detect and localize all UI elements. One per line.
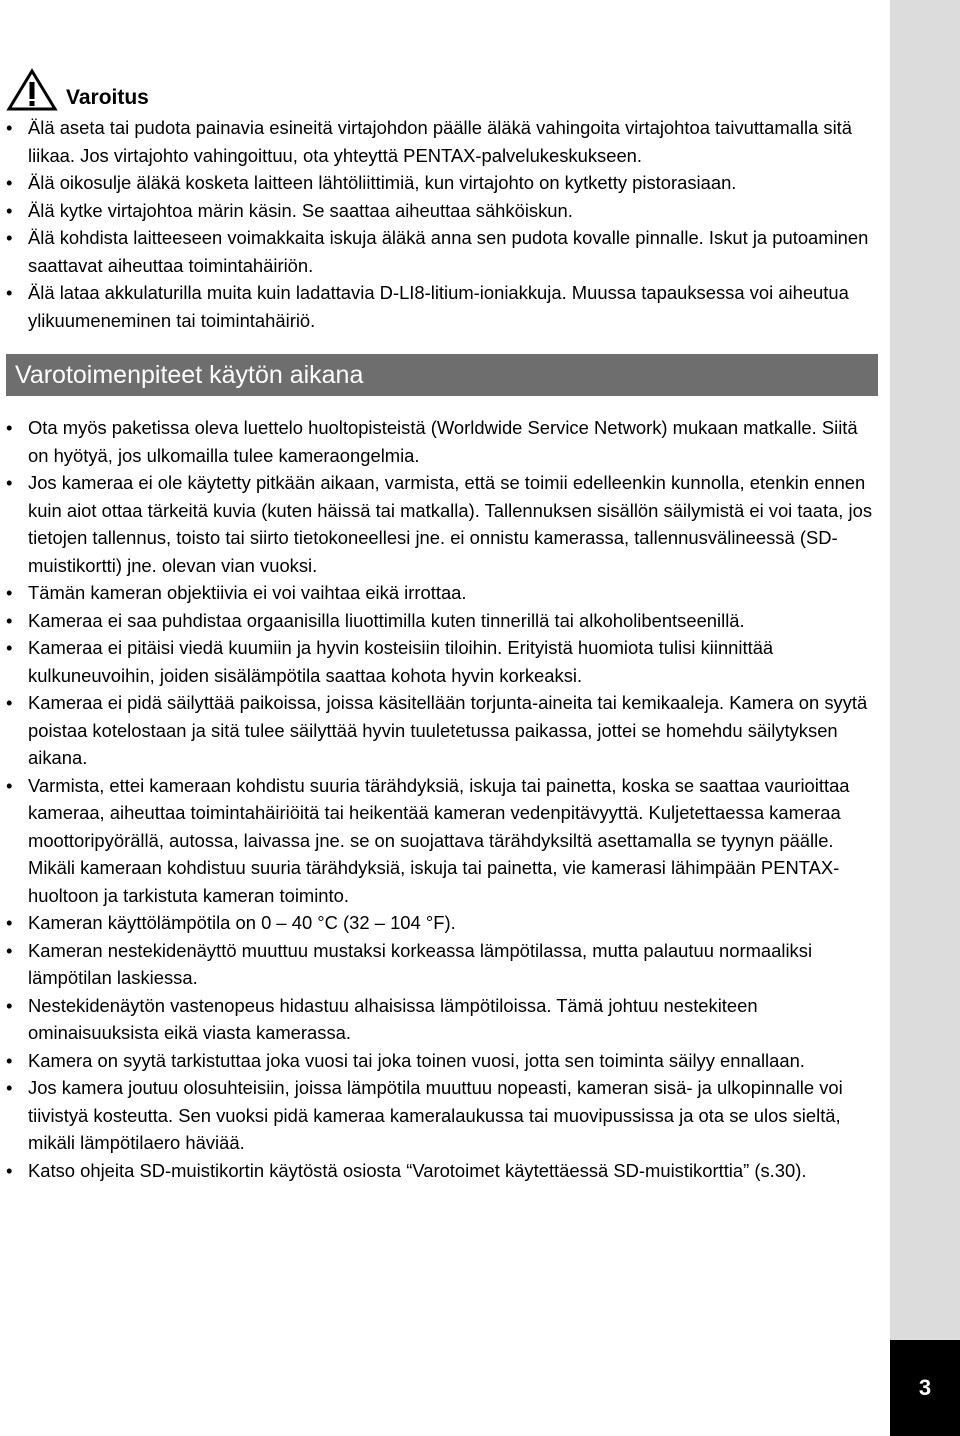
warning-header: [6, 70, 878, 112]
warning-title: Varoitus: [66, 86, 149, 109]
page-number: 3: [890, 1340, 960, 1436]
precaution-item: • Kameraa ei pitäisi viedä kuumiin ja hyvin kosteisiin tiloihin. Erityistä huomiota tulisi kiinnittää kulkuneuvoihin, joiden sisälämpötila saattaa kohota hyvin korkeaksi.: [6, 634, 878, 689]
warning-item: • Älä oikosulje äläkä kosketa laitteen lähtöliittimiä, kun virtajohto on kytketty pistorasiaan.: [6, 169, 878, 197]
precaution-item: • Kameran nestekidenäyttö muuttuu mustaksi korkeassa lämpötilassa, mutta palautuu normaaliksi lämpötilan laskiessa.: [6, 937, 878, 992]
precaution-item: • Jos kamera joutuu olosuhteisiin, joissa lämpötila muuttuu nopeasti, kameran sisä- ja ulkopinnalle voi tiivistyä kosteutta. Sen vuoksi pidä kameraa kameralaukussa tai muovipussissa ja ota se ulos sieltä, mikäli lämpötilaero häviää.: [6, 1074, 878, 1157]
warning-item: • Älä lataa akkulaturilla muita kuin ladattavia D-LI8-litium-ioniakkuja. Muussa tapauksessa voi aiheutua ylikuumeneminen tai toimintahäiriö.: [6, 279, 878, 334]
section-header: [6, 354, 878, 396]
precaution-item: • Varmista, ettei kameraan kohdistu suuria tärähdyksiä, iskuja tai painetta, koska se saattaa vaurioittaa kameraa, aiheuttaa toimintahäiriöitä tai heikentää kameran vedenpitävyyttä. Kuljetettaessa kameraa moottoripyörällä, autossa, laivassa jne. se on suojattava tärähdyksiltä asettamalla se tyynyn päälle. Mikäli kameraan kohdistuu suuria tärähdyksiä, iskuja tai painetta, vie kamerasi lähimpään PENTAX-huoltoon ja tarkistuta kameran toiminto.: [6, 772, 878, 910]
warning-item: • Älä kohdista laitteeseen voimakkaita iskuja äläkä anna sen pudota kovalle pinnalle. Iskut ja putoaminen saattavat aiheuttaa toimintahäiriön.: [6, 224, 878, 279]
precaution-item: • Nestekidenäytön vastenopeus hidastuu alhaisissa lämpötiloissa. Tämä johtuu nestekiteen ominaisuuksista eikä viasta kamerassa.: [6, 992, 878, 1047]
precaution-item: • Ota myös paketissa oleva luettelo huoltopisteistä (Worldwide Service Network) mukaan matkalle. Siitä on hyötyä, jos ulkomailla tulee kameraongelmia.: [6, 414, 878, 469]
page-content: [6, 70, 878, 1184]
warning-item: • Älä aseta tai pudota painavia esineitä virtajohdon päälle äläkä vahingoita virtajohtoa taivuttamalla sitä liikaa. Jos virtajohto vahingoittuu, ota yhteyttä PENTAX-palvelukeskukseen.: [6, 114, 878, 169]
precaution-item: • Katso ohjeita SD-muistikortin käytöstä osiosta “Varotoimet käytettäessä SD-muistikorttia” (s.30).: [6, 1157, 878, 1185]
precautions-list: [6, 414, 878, 1184]
precaution-item: • Kameraa ei saa puhdistaa orgaanisilla liuottimilla kuten tinnerillä tai alkoholibentseenillä.: [6, 607, 878, 635]
section-title: Varotoimenpiteet käytön aikana: [15, 361, 364, 389]
warning-triangle-icon: [6, 68, 58, 112]
precaution-item: • Tämän kameran objektiivia ei voi vaihtaa eikä irrottaa.: [6, 579, 878, 607]
warning-item: • Älä kytke virtajohtoa märin käsin. Se saattaa aiheuttaa sähköiskun.: [6, 197, 878, 225]
precaution-item: • Kameran käyttölämpötila on 0 – 40 °C (32 – 104 °F).: [6, 909, 878, 937]
precaution-item: • Jos kameraa ei ole käytetty pitkään aikaan, varmista, että se toimii edelleenkin kunnolla, etenkin ennen kuin aiot ottaa tärkeitä kuvia (kuten häissä tai matkalla). Tallennuksen sisällön säilymistä ei voi taata, jos tietojen tallennus, toisto tai siirto tietokoneellesi jne. ei onnistu kamerassa, tallennusvälineessä (SD-muistikortti) jne. olevan vian vuoksi.: [6, 469, 878, 579]
warning-list: [6, 114, 878, 334]
precaution-item: • Kamera on syytä tarkistuttaa joka vuosi tai joka toinen vuosi, jotta sen toiminta säilyy ennallaan.: [6, 1047, 878, 1075]
side-tab: [890, 0, 960, 1436]
precaution-item: • Kameraa ei pidä säilyttää paikoissa, joissa käsitellään torjunta-aineita tai kemikaaleja. Kamera on syytä poistaa kotelostaan ja sitä tulee säilyttää hyvin tuuletetussa paikassa, jottei se homehdu säilytyksen aikana.: [6, 689, 878, 772]
